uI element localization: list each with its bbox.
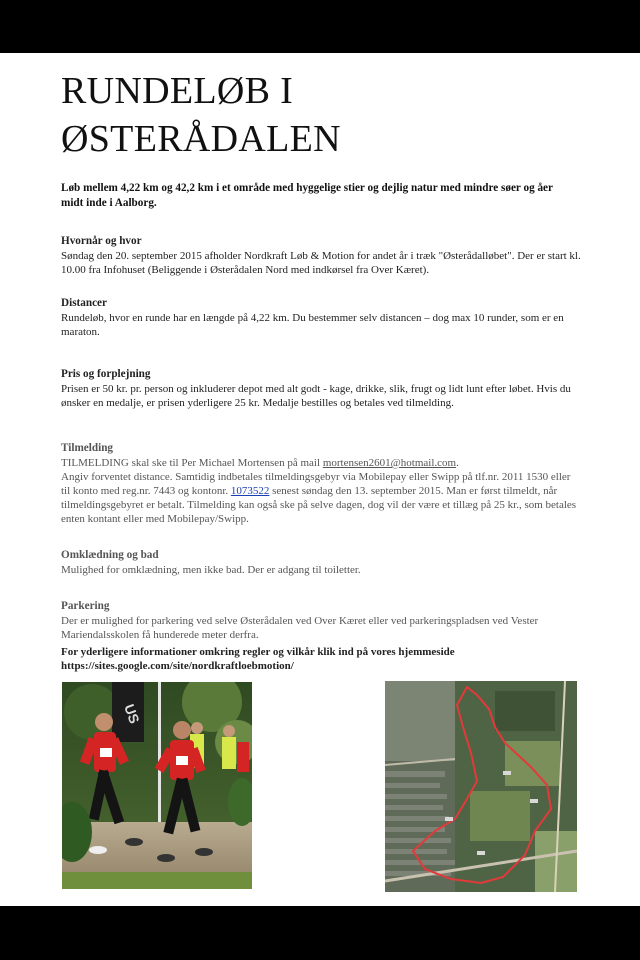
section-body: Prisen er 50 kr. pr. person og inkluderer depot med alt godt - kage, drikke, slik, frugt og lidt lunt efter løbet. Hvis du ønsker en medalje, er prisen yderligere 25 kr. Medalje bestilles og betales ved tilmelding. [61,383,571,409]
title-line-2: ØSTERÅDALEN [61,118,341,160]
runners-photo [62,682,252,889]
signup-line-1 [61,456,581,470]
section-body: Rundeløb, hvor en runde har en længde på 4,22 km. Du bestemmer selv distancen – dog max 10 runder, som er en maraton. [61,312,564,338]
section-heading: Tilmelding [61,442,114,454]
route-map-illustration [385,681,577,892]
section-changing [61,548,581,577]
flag-text: US [121,701,143,726]
section-heading: Hvornår og hvor [61,235,142,247]
signup-text: senest søndag den 13. september 2015. Man er først tilmeldt, når tilmeldingsgebyret er betalt. Tilmelding kan også ske på selve dagen, dog vil der være et tillæg på 25 kr., som betales enten kontant eller med Mobilepay/Swipp. [61,485,577,525]
section-parking [61,599,581,642]
route-map-image [385,681,577,892]
document-page [0,53,640,906]
website-link[interactable]: https://sites.google.com/site/nordkraftloebmotion/ [61,660,294,672]
section-body: Der er mulighed for parkering ved selve Østerådalen ved Over Kæret eller ved parkeringspladsen ved Vester Mariendalsskolen få hunderede meter derfra. [61,615,539,641]
signup-text: Angiv forventet distance. Samtidig indbetales tilmeldingsgebyr via Mobilepay eller Swipp på tlf.nr. 2011 1530 eller til konto med reg.nr. 7443 og kontonr. [61,471,571,497]
more-info-text: For yderligere informationer omkring regler og vilkår klik ind på vores hjemmeside [61,646,455,658]
section-when [61,234,581,277]
page-title [61,67,341,163]
section-heading: Distancer [61,297,107,309]
more-info [61,645,581,673]
section-heading: Omklædning og bad [61,549,159,561]
section-price [61,367,581,410]
email-link[interactable]: mortensen2601@hotmail.com [322,457,457,469]
section-body: Mulighed for omklædning, men ikke bad. Der er adgang til toiletter. [61,564,361,576]
section-distances [61,296,581,339]
account-number-link[interactable]: 1073522 [230,485,270,497]
intro-text: Løb mellem 4,22 km og 42,2 km i et område med hyggelige stier og dejlig natur med mindre søer og åer midt inde i Aalborg. [61,182,553,209]
signup-text: . [456,457,459,469]
title-line-1: RUNDELØB I [61,70,294,112]
signup-text: TILMELDING skal ske til Per Michael Mortensen på mail [61,457,323,469]
runners-photo-illustration [62,682,252,889]
section-signup [61,441,581,526]
signup-body [61,470,581,526]
section-heading: Parkering [61,600,110,612]
section-heading: Pris og forplejning [61,368,151,380]
section-body: Søndag den 20. september 2015 afholder Nordkraft Løb & Motion for andet år i træk "Østerådalløbet". Der er start kl. 10.00 fra Infohuset (Beliggende i Østerådalen Nord med indkørsel fra Over Kæret). [61,250,581,276]
